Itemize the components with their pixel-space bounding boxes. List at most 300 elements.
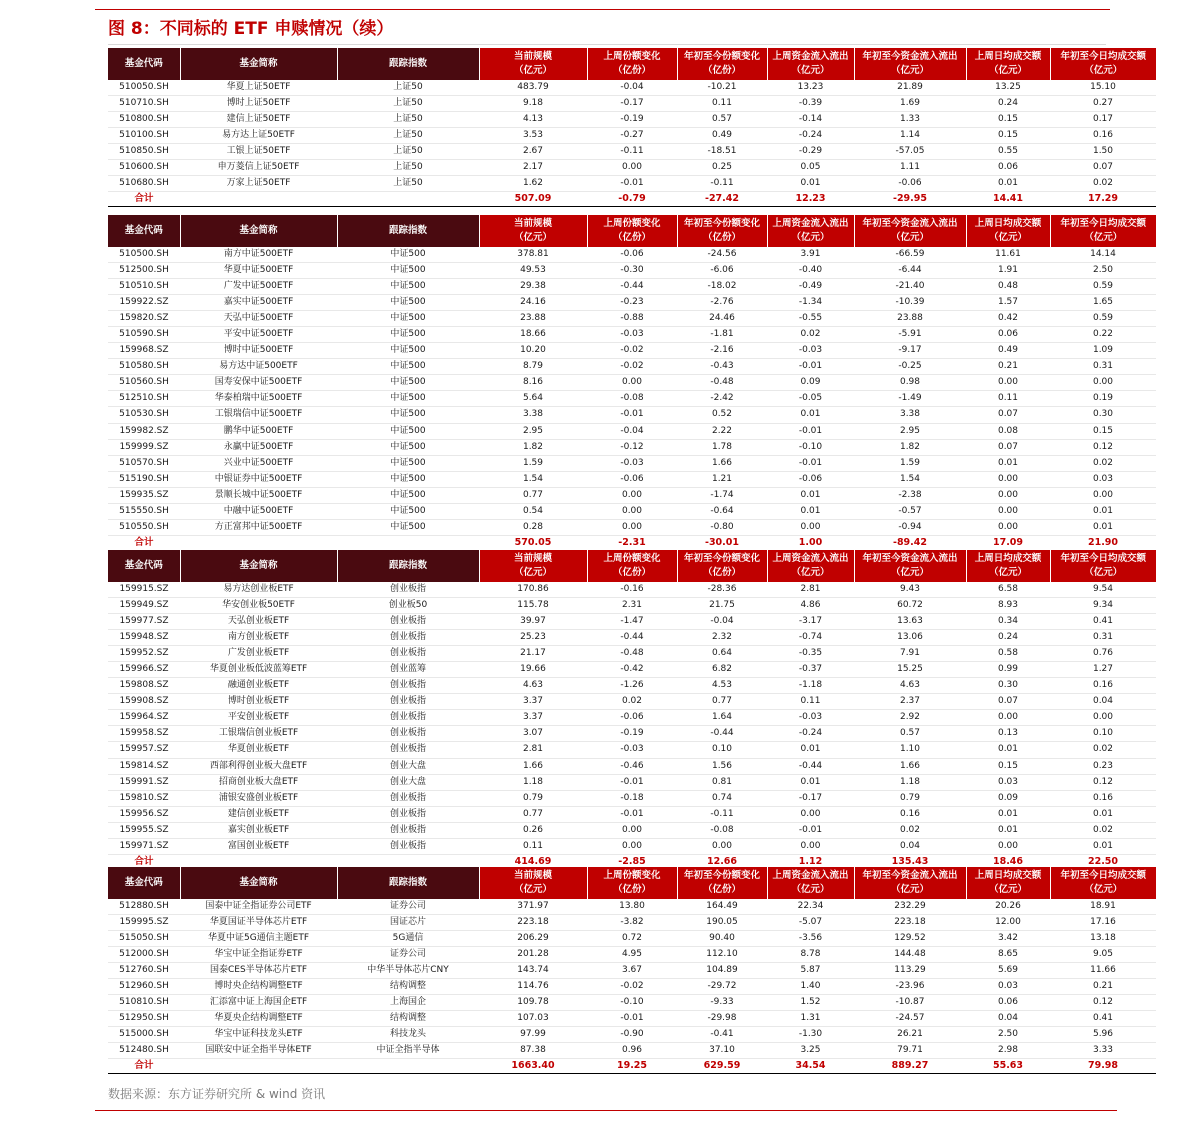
cell-weekly-fund-flow: -0.55 bbox=[767, 311, 854, 327]
header-unit: （亿份） bbox=[612, 232, 651, 243]
cell-tracking-index: 中证500 bbox=[337, 519, 479, 535]
cell-ytd-avg-turnover: 0.30 bbox=[1050, 407, 1156, 423]
table-row bbox=[108, 726, 1156, 742]
cell-ytd-fund-flow: 13.63 bbox=[854, 614, 966, 630]
cell-fund-name: 华安创业板50ETF bbox=[180, 598, 337, 614]
total-weekly-fund-flow: 12.23 bbox=[767, 192, 854, 207]
cell-current-size: 371.97 bbox=[479, 899, 587, 915]
total-ytd-avg-turnover: 21.90 bbox=[1050, 535, 1156, 550]
cell-current-size: 3.38 bbox=[479, 407, 587, 423]
cell-weekly-share-change: -0.02 bbox=[587, 359, 677, 375]
cell-weekly-fund-flow: -0.01 bbox=[767, 455, 854, 471]
cell-fund-code: 510810.SH bbox=[108, 995, 180, 1011]
cell-fund-code: 515190.SH bbox=[108, 471, 180, 487]
cell-ytd-avg-turnover: 0.31 bbox=[1050, 630, 1156, 646]
cell-ytd-share-change: 4.53 bbox=[677, 678, 767, 694]
table-row bbox=[108, 662, 1156, 678]
header-unit: （亿元） bbox=[1084, 65, 1123, 76]
total-ytd-share-change: 629.59 bbox=[677, 1059, 767, 1074]
cell-weekly-share-change: 0.96 bbox=[587, 1043, 677, 1059]
cell-current-size: 206.29 bbox=[479, 931, 587, 947]
total-current-size: 570.05 bbox=[479, 535, 587, 550]
cell-ytd-share-change: 1.56 bbox=[677, 758, 767, 774]
cell-ytd-share-change: -10.21 bbox=[677, 80, 767, 96]
cell-weekly-fund-flow: 3.91 bbox=[767, 247, 854, 263]
header-tracking-index bbox=[337, 215, 479, 247]
cell-weekly-fund-flow: -0.06 bbox=[767, 471, 854, 487]
cell-ytd-fund-flow: 9.43 bbox=[854, 582, 966, 598]
cell-current-size: 1.59 bbox=[479, 455, 587, 471]
cell-weekly-avg-turnover: 0.06 bbox=[966, 160, 1050, 176]
total-weekly-share-change: 19.25 bbox=[587, 1059, 677, 1074]
cell-tracking-index: 上海国企 bbox=[337, 995, 479, 1011]
cell-weekly-share-change: 3.67 bbox=[587, 963, 677, 979]
cell-weekly-fund-flow: -0.10 bbox=[767, 439, 854, 455]
etf-table-thematic bbox=[108, 867, 1156, 1074]
cell-weekly-avg-turnover: 0.11 bbox=[966, 391, 1050, 407]
cell-ytd-avg-turnover: 0.12 bbox=[1050, 439, 1156, 455]
cell-fund-code: 515000.SH bbox=[108, 1027, 180, 1043]
header-unit: （亿元） bbox=[1084, 884, 1123, 895]
cell-current-size: 24.16 bbox=[479, 295, 587, 311]
total-current-size: 1663.40 bbox=[479, 1059, 587, 1074]
table-row bbox=[108, 455, 1156, 471]
cell-ytd-avg-turnover: 15.10 bbox=[1050, 80, 1156, 96]
cell-tracking-index: 5G通信 bbox=[337, 931, 479, 947]
cell-ytd-fund-flow: -1.49 bbox=[854, 391, 966, 407]
cell-weekly-fund-flow: 0.01 bbox=[767, 176, 854, 192]
cell-fund-code: 512000.SH bbox=[108, 947, 180, 963]
cell-current-size: 3.07 bbox=[479, 726, 587, 742]
cell-fund-name: 永赢中证500ETF bbox=[180, 439, 337, 455]
data-source-note: 数据来源：东方证券研究所 & wind 资讯 bbox=[108, 1087, 326, 1101]
cell-ytd-avg-turnover: 0.41 bbox=[1050, 614, 1156, 630]
cell-fund-code: 159908.SZ bbox=[108, 694, 180, 710]
cell-ytd-share-change: -0.80 bbox=[677, 519, 767, 535]
total-fund-name bbox=[180, 1059, 337, 1074]
cell-current-size: 107.03 bbox=[479, 1011, 587, 1027]
cell-tracking-index: 创业板指 bbox=[337, 646, 479, 662]
cell-ytd-fund-flow: -24.57 bbox=[854, 1011, 966, 1027]
cell-weekly-fund-flow: 5.87 bbox=[767, 963, 854, 979]
header-unit: （亿元） bbox=[791, 65, 830, 76]
header-row bbox=[108, 867, 1156, 899]
cell-fund-name: 国联安中证全指半导体ETF bbox=[180, 1043, 337, 1059]
cell-ytd-fund-flow: 144.48 bbox=[854, 947, 966, 963]
cell-weekly-fund-flow: -0.24 bbox=[767, 726, 854, 742]
header-label: 跟踪指数 bbox=[388, 877, 427, 888]
top-divider bbox=[95, 9, 1110, 10]
total-row bbox=[108, 1059, 1156, 1074]
cell-ytd-share-change: 37.10 bbox=[677, 1043, 767, 1059]
cell-ytd-share-change: -0.08 bbox=[677, 822, 767, 838]
cell-tracking-index: 创业板指 bbox=[337, 742, 479, 758]
total-weekly-fund-flow: 1.12 bbox=[767, 854, 854, 869]
cell-fund-name: 浦银安盛创业板ETF bbox=[180, 790, 337, 806]
cell-weekly-share-change: -0.08 bbox=[587, 391, 677, 407]
cell-weekly-avg-turnover: 5.69 bbox=[966, 963, 1050, 979]
header-label: 当前规模 bbox=[513, 51, 552, 62]
title-divider bbox=[108, 44, 1106, 45]
total-ytd-avg-turnover: 79.98 bbox=[1050, 1059, 1156, 1074]
cell-ytd-fund-flow: 113.29 bbox=[854, 963, 966, 979]
header-weekly-fund-flow bbox=[767, 867, 854, 899]
header-ytd-share-change bbox=[677, 867, 767, 899]
cell-fund-code: 159808.SZ bbox=[108, 678, 180, 694]
cell-fund-code: 510050.SH bbox=[108, 80, 180, 96]
header-fund-code bbox=[108, 550, 180, 582]
header-ytd-fund-flow bbox=[854, 48, 966, 80]
cell-weekly-avg-turnover: 0.24 bbox=[966, 96, 1050, 112]
cell-current-size: 201.28 bbox=[479, 947, 587, 963]
cell-fund-code: 512880.SH bbox=[108, 899, 180, 915]
cell-ytd-fund-flow: 60.72 bbox=[854, 598, 966, 614]
cell-ytd-avg-turnover: 0.03 bbox=[1050, 471, 1156, 487]
cell-weekly-fund-flow: 0.01 bbox=[767, 742, 854, 758]
cell-ytd-fund-flow: 1.11 bbox=[854, 160, 966, 176]
cell-weekly-share-change: -0.06 bbox=[587, 710, 677, 726]
cell-weekly-share-change: -0.44 bbox=[587, 279, 677, 295]
etf-table-csi500 bbox=[108, 215, 1156, 551]
cell-tracking-index: 创业板指 bbox=[337, 790, 479, 806]
cell-current-size: 8.79 bbox=[479, 359, 587, 375]
cell-current-size: 21.17 bbox=[479, 646, 587, 662]
cell-ytd-share-change: 0.77 bbox=[677, 694, 767, 710]
cell-tracking-index: 创业板指 bbox=[337, 694, 479, 710]
table-row bbox=[108, 1011, 1156, 1027]
cell-ytd-fund-flow: 1.69 bbox=[854, 96, 966, 112]
cell-ytd-share-change: -18.51 bbox=[677, 144, 767, 160]
header-label: 跟踪指数 bbox=[388, 225, 427, 236]
cell-weekly-fund-flow: 4.86 bbox=[767, 598, 854, 614]
table-row bbox=[108, 742, 1156, 758]
cell-fund-name: 中融中证500ETF bbox=[180, 503, 337, 519]
cell-ytd-fund-flow: -0.57 bbox=[854, 503, 966, 519]
cell-ytd-fund-flow: 2.92 bbox=[854, 710, 966, 726]
header-ytd-share-change bbox=[677, 550, 767, 582]
total-row bbox=[108, 192, 1156, 207]
cell-fund-code: 159956.SZ bbox=[108, 806, 180, 822]
table-row bbox=[108, 471, 1156, 487]
cell-weekly-avg-turnover: 0.00 bbox=[966, 487, 1050, 503]
cell-ytd-fund-flow: 1.33 bbox=[854, 112, 966, 128]
header-label: 上周份额变化 bbox=[603, 870, 661, 881]
cell-tracking-index: 创业板50 bbox=[337, 598, 479, 614]
header-unit: （亿元） bbox=[988, 65, 1027, 76]
cell-current-size: 143.74 bbox=[479, 963, 587, 979]
cell-weekly-avg-turnover: 0.00 bbox=[966, 471, 1050, 487]
cell-ytd-share-change: 0.11 bbox=[677, 96, 767, 112]
cell-weekly-fund-flow: 1.31 bbox=[767, 1011, 854, 1027]
cell-weekly-avg-turnover: 0.07 bbox=[966, 439, 1050, 455]
total-weekly-share-change: -0.79 bbox=[587, 192, 677, 207]
cell-ytd-fund-flow: 3.38 bbox=[854, 407, 966, 423]
cell-fund-name: 嘉实中证500ETF bbox=[180, 295, 337, 311]
cell-fund-code: 159968.SZ bbox=[108, 343, 180, 359]
table-row bbox=[108, 176, 1156, 192]
cell-fund-name: 嘉实创业板ETF bbox=[180, 822, 337, 838]
table-row bbox=[108, 160, 1156, 176]
cell-ytd-share-change: 2.22 bbox=[677, 423, 767, 439]
header-unit: （亿份） bbox=[702, 232, 741, 243]
header-row bbox=[108, 48, 1156, 80]
header-ytd-fund-flow bbox=[854, 867, 966, 899]
cell-weekly-share-change: -0.01 bbox=[587, 1011, 677, 1027]
cell-weekly-avg-turnover: 0.42 bbox=[966, 311, 1050, 327]
cell-fund-code: 510560.SH bbox=[108, 375, 180, 391]
header-weekly-share-change bbox=[587, 867, 677, 899]
total-tracking-index bbox=[337, 192, 479, 207]
cell-ytd-fund-flow: 1.66 bbox=[854, 758, 966, 774]
header-current-size bbox=[479, 48, 587, 80]
cell-ytd-fund-flow: 79.71 bbox=[854, 1043, 966, 1059]
cell-ytd-avg-turnover: 18.91 bbox=[1050, 899, 1156, 915]
cell-fund-code: 512500.SH bbox=[108, 263, 180, 279]
cell-ytd-fund-flow: -21.40 bbox=[854, 279, 966, 295]
header-unit: （亿份） bbox=[702, 567, 741, 578]
header-current-size bbox=[479, 215, 587, 247]
cell-weekly-avg-turnover: 0.03 bbox=[966, 774, 1050, 790]
cell-tracking-index: 中证500 bbox=[337, 439, 479, 455]
header-label: 上周日均成交额 bbox=[974, 870, 1042, 881]
cell-current-size: 87.38 bbox=[479, 1043, 587, 1059]
cell-tracking-index: 创业板指 bbox=[337, 614, 479, 630]
cell-weekly-share-change: 0.00 bbox=[587, 160, 677, 176]
cell-weekly-share-change: -3.82 bbox=[587, 915, 677, 931]
table-row bbox=[108, 947, 1156, 963]
header-label: 年初至今日均成交额 bbox=[1060, 870, 1146, 881]
cell-current-size: 3.37 bbox=[479, 710, 587, 726]
cell-tracking-index: 中证500 bbox=[337, 487, 479, 503]
header-weekly-share-change bbox=[587, 48, 677, 80]
cell-ytd-avg-turnover: 0.27 bbox=[1050, 96, 1156, 112]
cell-weekly-fund-flow: -0.74 bbox=[767, 630, 854, 646]
cell-fund-name: 方正富邦中证500ETF bbox=[180, 519, 337, 535]
cell-tracking-index: 证券公司 bbox=[337, 947, 479, 963]
header-label: 年初至今日均成交额 bbox=[1060, 218, 1146, 229]
cell-current-size: 114.76 bbox=[479, 979, 587, 995]
cell-weekly-share-change: -0.06 bbox=[587, 247, 677, 263]
total-row bbox=[108, 535, 1156, 550]
cell-weekly-share-change: -1.26 bbox=[587, 678, 677, 694]
cell-tracking-index: 国证芯片 bbox=[337, 915, 479, 931]
total-ytd-avg-turnover: 17.29 bbox=[1050, 192, 1156, 207]
cell-fund-code: 159995.SZ bbox=[108, 915, 180, 931]
cell-current-size: 1.66 bbox=[479, 758, 587, 774]
header-weekly-fund-flow bbox=[767, 215, 854, 247]
cell-current-size: 2.81 bbox=[479, 742, 587, 758]
header-ytd-avg-turnover bbox=[1050, 550, 1156, 582]
cell-weekly-fund-flow: 0.00 bbox=[767, 838, 854, 854]
cell-fund-name: 华夏上证50ETF bbox=[180, 80, 337, 96]
cell-ytd-avg-turnover: 2.50 bbox=[1050, 263, 1156, 279]
table-row bbox=[108, 144, 1156, 160]
cell-ytd-avg-turnover: 17.16 bbox=[1050, 915, 1156, 931]
cell-weekly-share-change: 0.00 bbox=[587, 487, 677, 503]
header-unit: （亿元） bbox=[890, 567, 929, 578]
cell-ytd-share-change: 104.89 bbox=[677, 963, 767, 979]
header-label: 上周份额变化 bbox=[603, 218, 661, 229]
cell-ytd-share-change: 24.46 bbox=[677, 311, 767, 327]
cell-weekly-share-change: -0.19 bbox=[587, 726, 677, 742]
cell-tracking-index: 上证50 bbox=[337, 96, 479, 112]
cell-ytd-share-change: 90.40 bbox=[677, 931, 767, 947]
cell-weekly-share-change: -0.30 bbox=[587, 263, 677, 279]
header-unit: （亿元） bbox=[1084, 567, 1123, 578]
table-row bbox=[108, 979, 1156, 995]
cell-fund-name: 华夏创业板ETF bbox=[180, 742, 337, 758]
cell-ytd-fund-flow: -9.17 bbox=[854, 343, 966, 359]
table-row bbox=[108, 247, 1156, 263]
header-weekly-share-change bbox=[587, 550, 677, 582]
cell-ytd-fund-flow: 1.18 bbox=[854, 774, 966, 790]
cell-ytd-avg-turnover: 0.76 bbox=[1050, 646, 1156, 662]
header-weekly-share-change bbox=[587, 215, 677, 247]
table-row bbox=[108, 614, 1156, 630]
total-weekly-avg-turnover: 18.46 bbox=[966, 854, 1050, 869]
cell-current-size: 170.86 bbox=[479, 582, 587, 598]
cell-ytd-avg-turnover: 9.05 bbox=[1050, 947, 1156, 963]
total-weekly-avg-turnover: 14.41 bbox=[966, 192, 1050, 207]
header-label: 年初至今资金流入流出 bbox=[862, 51, 958, 62]
cell-tracking-index: 中证500 bbox=[337, 311, 479, 327]
cell-weekly-avg-turnover: 0.30 bbox=[966, 678, 1050, 694]
header-weekly-avg-turnover bbox=[966, 48, 1050, 80]
cell-weekly-avg-turnover: 0.55 bbox=[966, 144, 1050, 160]
cell-fund-name: 华夏中证500ETF bbox=[180, 263, 337, 279]
header-weekly-fund-flow bbox=[767, 550, 854, 582]
cell-ytd-share-change: 1.21 bbox=[677, 471, 767, 487]
table-row bbox=[108, 295, 1156, 311]
header-row bbox=[108, 550, 1156, 582]
cell-tracking-index: 创业板指 bbox=[337, 710, 479, 726]
cell-fund-code: 510680.SH bbox=[108, 176, 180, 192]
cell-weekly-avg-turnover: 0.21 bbox=[966, 359, 1050, 375]
cell-ytd-fund-flow: 13.06 bbox=[854, 630, 966, 646]
header-label: 基金代码 bbox=[124, 58, 163, 69]
cell-ytd-avg-turnover: 5.96 bbox=[1050, 1027, 1156, 1043]
cell-weekly-share-change: -0.42 bbox=[587, 662, 677, 678]
header-label: 年初至今日均成交额 bbox=[1060, 51, 1146, 62]
cell-current-size: 0.54 bbox=[479, 503, 587, 519]
cell-weekly-fund-flow: 2.81 bbox=[767, 582, 854, 598]
cell-fund-name: 华夏国证半导体芯片ETF bbox=[180, 915, 337, 931]
cell-weekly-share-change: -0.48 bbox=[587, 646, 677, 662]
header-label: 基金代码 bbox=[124, 225, 163, 236]
cell-ytd-share-change: -2.76 bbox=[677, 295, 767, 311]
cell-weekly-share-change: -0.18 bbox=[587, 790, 677, 806]
cell-fund-code: 159915.SZ bbox=[108, 582, 180, 598]
cell-weekly-fund-flow: 0.09 bbox=[767, 375, 854, 391]
table-row bbox=[108, 279, 1156, 295]
table-row bbox=[108, 96, 1156, 112]
cell-ytd-fund-flow: -66.59 bbox=[854, 247, 966, 263]
cell-ytd-avg-turnover: 13.18 bbox=[1050, 931, 1156, 947]
header-label: 上周份额变化 bbox=[603, 553, 661, 564]
cell-current-size: 29.38 bbox=[479, 279, 587, 295]
cell-ytd-fund-flow: -0.94 bbox=[854, 519, 966, 535]
cell-tracking-index: 上证50 bbox=[337, 112, 479, 128]
cell-weekly-share-change: -0.19 bbox=[587, 112, 677, 128]
cell-fund-name: 申万菱信上证50ETF bbox=[180, 160, 337, 176]
total-weekly-fund-flow: 1.00 bbox=[767, 535, 854, 550]
cell-ytd-share-change: -0.44 bbox=[677, 726, 767, 742]
etf-table-chinext bbox=[108, 550, 1156, 870]
cell-fund-name: 鹏华中证500ETF bbox=[180, 423, 337, 439]
cell-weekly-share-change: 0.72 bbox=[587, 931, 677, 947]
table-row bbox=[108, 343, 1156, 359]
cell-ytd-avg-turnover: 0.12 bbox=[1050, 774, 1156, 790]
cell-weekly-avg-turnover: 12.00 bbox=[966, 915, 1050, 931]
cell-current-size: 0.79 bbox=[479, 790, 587, 806]
cell-tracking-index: 创业板指 bbox=[337, 678, 479, 694]
header-unit: （亿份） bbox=[612, 65, 651, 76]
cell-tracking-index: 中证500 bbox=[337, 375, 479, 391]
cell-weekly-avg-turnover: 0.00 bbox=[966, 503, 1050, 519]
total-weekly-fund-flow: 34.54 bbox=[767, 1059, 854, 1074]
cell-current-size: 109.78 bbox=[479, 995, 587, 1011]
cell-tracking-index: 证券公司 bbox=[337, 899, 479, 915]
table-row bbox=[108, 487, 1156, 503]
cell-ytd-fund-flow: 7.91 bbox=[854, 646, 966, 662]
header-label: 基金简称 bbox=[239, 225, 278, 236]
cell-ytd-fund-flow: 223.18 bbox=[854, 915, 966, 931]
header-tracking-index bbox=[337, 867, 479, 899]
cell-ytd-fund-flow: 21.89 bbox=[854, 80, 966, 96]
cell-current-size: 25.23 bbox=[479, 630, 587, 646]
cell-ytd-avg-turnover: 0.02 bbox=[1050, 742, 1156, 758]
cell-current-size: 1.82 bbox=[479, 439, 587, 455]
cell-fund-name: 华夏创业板低波蓝筹ETF bbox=[180, 662, 337, 678]
table-row bbox=[108, 963, 1156, 979]
cell-fund-name: 景顺长城中证500ETF bbox=[180, 487, 337, 503]
cell-ytd-avg-turnover: 0.19 bbox=[1050, 391, 1156, 407]
cell-ytd-fund-flow: 4.63 bbox=[854, 678, 966, 694]
header-unit: （亿元） bbox=[513, 884, 552, 895]
cell-weekly-share-change: -0.01 bbox=[587, 407, 677, 423]
cell-ytd-share-change: 1.66 bbox=[677, 455, 767, 471]
cell-weekly-fund-flow: 0.02 bbox=[767, 327, 854, 343]
cell-ytd-share-change: 0.00 bbox=[677, 838, 767, 854]
cell-current-size: 2.95 bbox=[479, 423, 587, 439]
cell-fund-name: 博时上证50ETF bbox=[180, 96, 337, 112]
header-unit: （亿份） bbox=[612, 567, 651, 578]
cell-ytd-avg-turnover: 0.16 bbox=[1050, 128, 1156, 144]
cell-weekly-avg-turnover: 0.00 bbox=[966, 519, 1050, 535]
cell-weekly-fund-flow: 0.00 bbox=[767, 519, 854, 535]
cell-tracking-index: 创业板指 bbox=[337, 630, 479, 646]
cell-tracking-index: 中证全指半导体 bbox=[337, 1043, 479, 1059]
cell-ytd-avg-turnover: 0.07 bbox=[1050, 160, 1156, 176]
etf-table-sse50 bbox=[108, 48, 1156, 207]
cell-ytd-fund-flow: 26.21 bbox=[854, 1027, 966, 1043]
cell-ytd-fund-flow: -0.06 bbox=[854, 176, 966, 192]
cell-tracking-index: 创业蓝筹 bbox=[337, 662, 479, 678]
header-unit: （亿份） bbox=[612, 884, 651, 895]
figure-title: 图 8：不同标的 ETF 申赎情况（续） bbox=[108, 19, 394, 39]
cell-weekly-avg-turnover: 0.09 bbox=[966, 790, 1050, 806]
cell-weekly-fund-flow: -1.30 bbox=[767, 1027, 854, 1043]
header-label: 上周资金流入流出 bbox=[772, 870, 849, 881]
cell-fund-name: 国泰中证全指证券公司ETF bbox=[180, 899, 337, 915]
total-fund-code: 合计 bbox=[108, 192, 180, 207]
cell-ytd-fund-flow: -5.91 bbox=[854, 327, 966, 343]
table-row bbox=[108, 598, 1156, 614]
header-ytd-fund-flow bbox=[854, 550, 966, 582]
cell-ytd-avg-turnover: 0.12 bbox=[1050, 995, 1156, 1011]
cell-fund-name: 华夏中证5G通信主题ETF bbox=[180, 931, 337, 947]
cell-weekly-avg-turnover: 0.00 bbox=[966, 375, 1050, 391]
